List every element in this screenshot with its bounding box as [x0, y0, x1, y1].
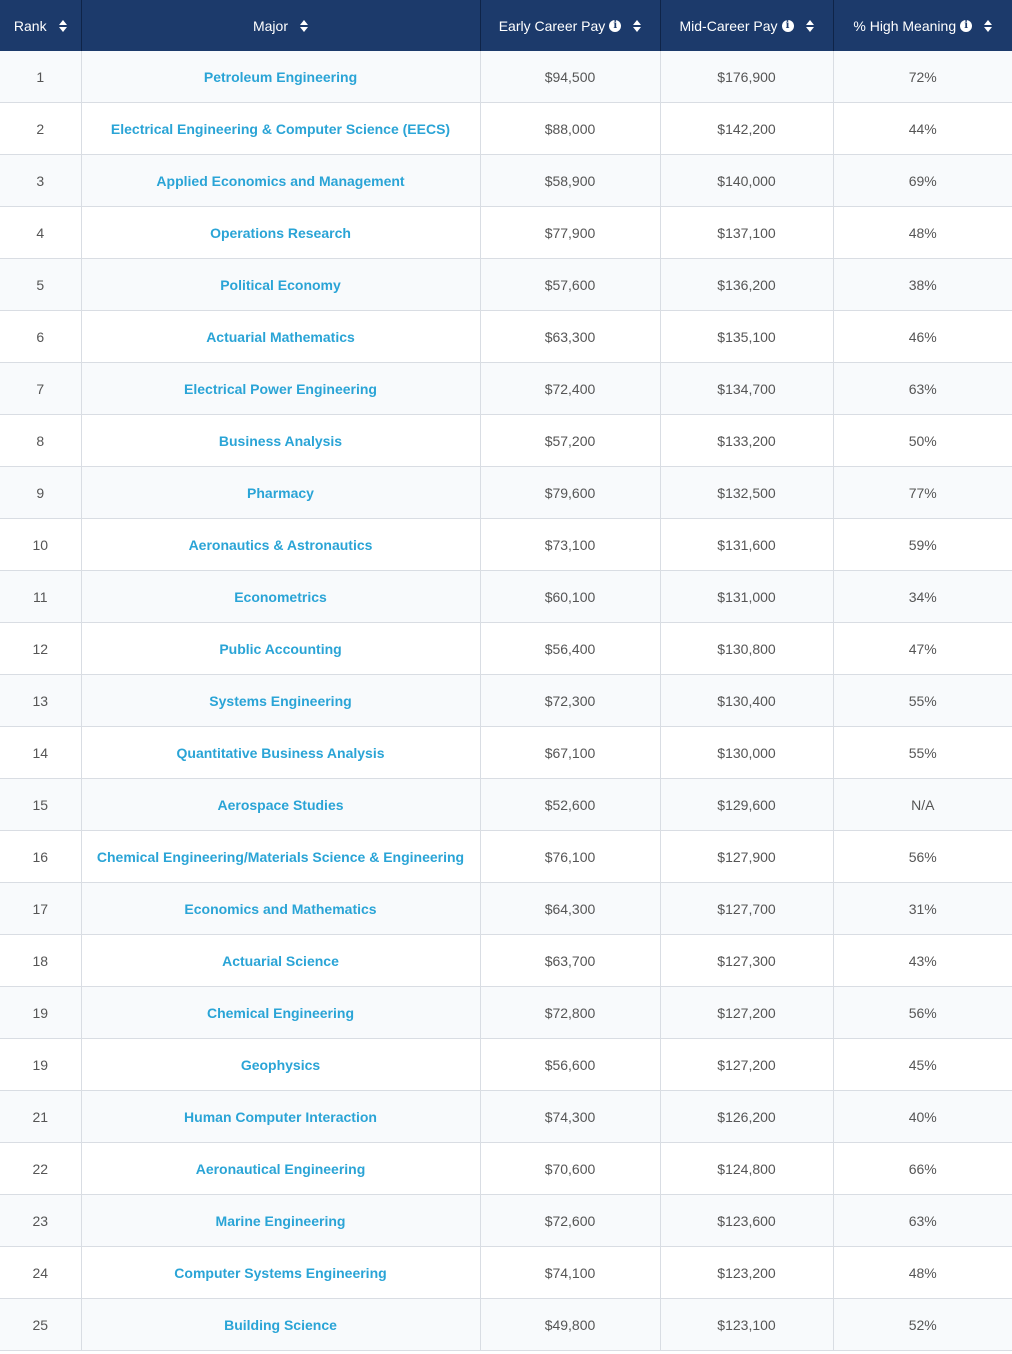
early-career-pay-cell: $56,400 [480, 623, 660, 675]
high-meaning-cell: 52% [833, 1299, 1012, 1351]
rank-cell: 16 [0, 831, 81, 883]
major-cell [81, 51, 480, 103]
rank-cell: 2 [0, 103, 81, 155]
high-meaning-cell: 40% [833, 1091, 1012, 1143]
rank-cell: 13 [0, 675, 81, 727]
high-meaning-cell: 63% [833, 1195, 1012, 1247]
high-meaning-cell: 43% [833, 935, 1012, 987]
early-career-pay-cell: $60,100 [480, 571, 660, 623]
table-row [0, 1039, 1012, 1091]
major-cell [81, 415, 480, 467]
high-meaning-cell: 56% [833, 831, 1012, 883]
high-meaning-cell: 69% [833, 155, 1012, 207]
rank-cell: 9 [0, 467, 81, 519]
early-career-pay-cell: $64,300 [480, 883, 660, 935]
major-cell [81, 675, 480, 727]
mid-career-pay-column-header[interactable] [660, 0, 833, 51]
early-career-pay-cell: $73,100 [480, 519, 660, 571]
table-row [0, 1195, 1012, 1247]
mid-career-pay-cell: $123,100 [660, 1299, 833, 1351]
table-row [0, 727, 1012, 779]
mid-career-pay-cell: $136,200 [660, 259, 833, 311]
mid-career-pay-cell: $127,700 [660, 883, 833, 935]
table-row [0, 623, 1012, 675]
high-meaning-cell: 38% [833, 259, 1012, 311]
mid-career-pay-cell: $127,200 [660, 1039, 833, 1091]
table-row [0, 935, 1012, 987]
rank-cell: 18 [0, 935, 81, 987]
high-meaning-cell: 77% [833, 467, 1012, 519]
early-career-pay-cell: $79,600 [480, 467, 660, 519]
early-career-pay-cell: $57,200 [480, 415, 660, 467]
early-career-pay-cell: $58,900 [480, 155, 660, 207]
table-row [0, 571, 1012, 623]
rank-cell: 10 [0, 519, 81, 571]
table-row [0, 51, 1012, 103]
rank-cell: 19 [0, 1039, 81, 1091]
major-cell [81, 1247, 480, 1299]
rank-cell: 15 [0, 779, 81, 831]
rank-cell: 12 [0, 623, 81, 675]
mid-career-pay-cell: $126,200 [660, 1091, 833, 1143]
major-link[interactable]: Operations Research [210, 224, 351, 241]
major-link[interactable]: Geophysics [240, 1056, 321, 1073]
high-meaning-cell: 44% [833, 103, 1012, 155]
table-row [0, 467, 1012, 519]
table-row [0, 1247, 1012, 1299]
mid-career-pay-cell: $140,000 [660, 155, 833, 207]
major-link[interactable]: Business Analysis [218, 432, 343, 449]
high-meaning-cell: 31% [833, 883, 1012, 935]
mid-career-pay-cell: $127,900 [660, 831, 833, 883]
major-link[interactable]: Chemical Engineering/Materials Science & Engineering [96, 848, 465, 865]
table-row [0, 779, 1012, 831]
major-link[interactable]: Chemical Engineering [206, 1004, 355, 1021]
rank-cell: 5 [0, 259, 81, 311]
major-cell [81, 883, 480, 935]
table-body [0, 51, 1012, 1351]
major-cell [81, 155, 480, 207]
major-link[interactable]: Political Economy [220, 276, 341, 293]
mid-career-pay-cell: $130,000 [660, 727, 833, 779]
major-link[interactable]: Petroleum Engineering [203, 68, 358, 85]
info-icon[interactable]: i [782, 20, 794, 32]
high-meaning-cell: 34% [833, 571, 1012, 623]
sort-icon[interactable] [59, 20, 67, 32]
major-cell [81, 259, 480, 311]
early-career-pay-cell: $77,900 [480, 207, 660, 259]
major-cell [81, 363, 480, 415]
early-career-pay-cell: $88,000 [480, 103, 660, 155]
major-cell [81, 1143, 480, 1195]
mid-career-pay-cell: $123,600 [660, 1195, 833, 1247]
mid-career-pay-cell: $132,500 [660, 467, 833, 519]
mid-career-pay-cell: $123,200 [660, 1247, 833, 1299]
mid-career-pay-cell: $124,800 [660, 1143, 833, 1195]
rank-cell: 24 [0, 1247, 81, 1299]
rank-cell: 19 [0, 987, 81, 1039]
table-header [0, 0, 1012, 51]
table-row [0, 259, 1012, 311]
high-meaning-cell: 63% [833, 363, 1012, 415]
rank-cell: 7 [0, 363, 81, 415]
major-link[interactable]: Marine Engineering [215, 1212, 346, 1229]
major-link[interactable]: Human Computer Interaction [184, 1108, 377, 1125]
major-column-header[interactable] [81, 0, 480, 51]
info-icon[interactable]: i [960, 20, 972, 32]
high-meaning-cell: N/A [833, 779, 1012, 831]
major-cell [81, 311, 480, 363]
rank-cell: 23 [0, 1195, 81, 1247]
meaning-header-label: % High Meaning [853, 17, 957, 34]
table-row [0, 363, 1012, 415]
table-row [0, 207, 1012, 259]
mid-career-pay-cell: $137,100 [660, 207, 833, 259]
table-row [0, 155, 1012, 207]
mid-career-pay-cell: $127,300 [660, 935, 833, 987]
mid-career-pay-cell: $134,700 [660, 363, 833, 415]
high-meaning-cell: 48% [833, 1247, 1012, 1299]
early-career-pay-cell: $63,700 [480, 935, 660, 987]
early-career-pay-cell: $72,800 [480, 987, 660, 1039]
major-link[interactable]: Computer Systems Engineering [174, 1264, 387, 1281]
rank-cell: 14 [0, 727, 81, 779]
mid-career-pay-cell: $176,900 [660, 51, 833, 103]
early-career-pay-cell: $74,300 [480, 1091, 660, 1143]
major-cell [81, 467, 480, 519]
header-row [0, 0, 1012, 51]
high-meaning-cell: 46% [833, 311, 1012, 363]
mid-career-pay-cell: $129,600 [660, 779, 833, 831]
sort-icon[interactable] [300, 20, 308, 32]
mid-career-pay-cell: $130,400 [660, 675, 833, 727]
high-meaning-cell: 50% [833, 415, 1012, 467]
info-icon[interactable]: i [609, 20, 621, 32]
early-career-pay-cell: $63,300 [480, 311, 660, 363]
table-row [0, 311, 1012, 363]
major-link[interactable]: Systems Engineering [209, 692, 352, 709]
early-career-pay-cell: $72,400 [480, 363, 660, 415]
mid-career-pay-cell: $130,800 [660, 623, 833, 675]
mid-career-pay-cell: $127,200 [660, 987, 833, 1039]
rank-cell: 8 [0, 415, 81, 467]
major-cell [81, 1091, 480, 1143]
major-link[interactable]: Economics and Mathematics [184, 900, 377, 917]
major-link[interactable]: Pharmacy [247, 484, 314, 501]
rank-cell: 25 [0, 1299, 81, 1351]
major-cell [81, 1195, 480, 1247]
major-cell [81, 779, 480, 831]
early-career-pay-cell: $70,600 [480, 1143, 660, 1195]
rank-cell: 3 [0, 155, 81, 207]
early-career-pay-cell: $67,100 [480, 727, 660, 779]
high-meaning-cell: 59% [833, 519, 1012, 571]
rank-cell: 17 [0, 883, 81, 935]
mid-header-label: Mid-Career Pay [679, 17, 778, 34]
high-meaning-column-header[interactable] [833, 0, 1012, 51]
high-meaning-cell: 66% [833, 1143, 1012, 1195]
early-header-label: Early Career Pay [498, 17, 606, 34]
early-career-pay-column-header[interactable] [480, 0, 660, 51]
major-cell [81, 207, 480, 259]
rank-cell: 22 [0, 1143, 81, 1195]
major-cell [81, 1299, 480, 1351]
major-link[interactable]: Quantitative Business Analysis [176, 744, 385, 761]
table-row [0, 987, 1012, 1039]
early-career-pay-cell: $57,600 [480, 259, 660, 311]
table-row [0, 519, 1012, 571]
table-row [0, 675, 1012, 727]
high-meaning-cell: 72% [833, 51, 1012, 103]
rank-cell: 4 [0, 207, 81, 259]
rank-cell: 1 [0, 51, 81, 103]
major-link[interactable]: Aeronautical Engineering [195, 1160, 366, 1177]
major-cell [81, 727, 480, 779]
major-link[interactable]: Electrical Engineering & Computer Science (EECS) [110, 120, 451, 137]
early-career-pay-cell: $72,600 [480, 1195, 660, 1247]
mid-career-pay-cell: $135,100 [660, 311, 833, 363]
early-career-pay-cell: $76,100 [480, 831, 660, 883]
rank-cell: 6 [0, 311, 81, 363]
sort-icon[interactable] [984, 20, 992, 32]
high-meaning-cell: 48% [833, 207, 1012, 259]
major-link[interactable]: Electrical Power Engineering [184, 380, 377, 397]
major-link[interactable]: Actuarial Science [222, 952, 339, 969]
sort-icon[interactable] [806, 20, 814, 32]
table-row [0, 831, 1012, 883]
major-cell [81, 935, 480, 987]
rank-header-label: Rank [13, 17, 47, 34]
major-cell [81, 519, 480, 571]
major-link[interactable]: Public Accounting [219, 640, 342, 657]
major-link[interactable]: Building Science [224, 1316, 337, 1333]
rank-column-header[interactable] [0, 0, 81, 51]
major-cell [81, 1039, 480, 1091]
sort-icon[interactable] [633, 20, 641, 32]
rank-cell: 21 [0, 1091, 81, 1143]
high-meaning-cell: 56% [833, 987, 1012, 1039]
mid-career-pay-cell: $142,200 [660, 103, 833, 155]
high-meaning-cell: 45% [833, 1039, 1012, 1091]
major-cell [81, 987, 480, 1039]
early-career-pay-cell: $94,500 [480, 51, 660, 103]
mid-career-pay-cell: $131,000 [660, 571, 833, 623]
table-row [0, 1299, 1012, 1351]
rank-cell: 11 [0, 571, 81, 623]
table-row [0, 1091, 1012, 1143]
early-career-pay-cell: $52,600 [480, 779, 660, 831]
major-link[interactable]: Applied Economics and Management [156, 172, 405, 189]
major-cell [81, 623, 480, 675]
table-row [0, 1143, 1012, 1195]
major-cell [81, 571, 480, 623]
high-meaning-cell: 47% [833, 623, 1012, 675]
table-row [0, 883, 1012, 935]
early-career-pay-cell: $49,800 [480, 1299, 660, 1351]
major-link[interactable]: Actuarial Mathematics [206, 328, 355, 345]
table-row [0, 103, 1012, 155]
mid-career-pay-cell: $131,600 [660, 519, 833, 571]
high-meaning-cell: 55% [833, 727, 1012, 779]
major-link[interactable]: Aerospace Studies [217, 796, 344, 813]
early-career-pay-cell: $56,600 [480, 1039, 660, 1091]
early-career-pay-cell: $72,300 [480, 675, 660, 727]
early-career-pay-cell: $74,100 [480, 1247, 660, 1299]
major-link[interactable]: Aeronautics & Astronautics [188, 536, 373, 553]
major-cell [81, 103, 480, 155]
high-meaning-cell: 55% [833, 675, 1012, 727]
major-link[interactable]: Econometrics [234, 588, 327, 605]
major-header-label: Major [252, 17, 288, 34]
major-cell [81, 831, 480, 883]
mid-career-pay-cell: $133,200 [660, 415, 833, 467]
table-row [0, 415, 1012, 467]
